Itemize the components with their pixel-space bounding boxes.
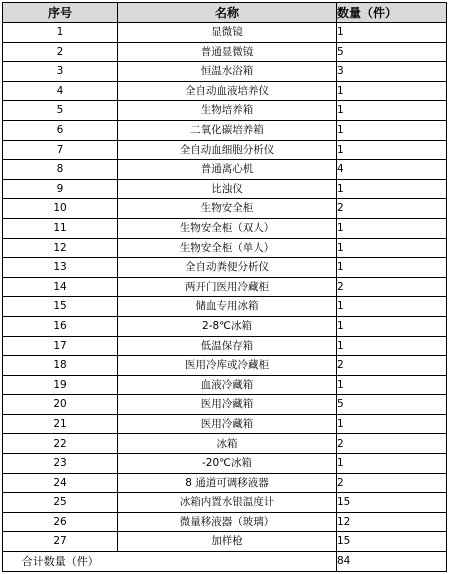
row-serial-number: 7 (3, 140, 118, 160)
table-row (3, 42, 447, 62)
row-serial-number: 17 (3, 336, 118, 356)
row-name: 生物培养箱 (118, 101, 337, 121)
row-serial-number: 26 (3, 512, 118, 532)
row-serial-number: 27 (3, 532, 118, 552)
table-row (3, 336, 447, 356)
row-serial-number: 5 (3, 101, 118, 121)
table-row (3, 493, 447, 513)
row-name: 恒温水浴箱 (118, 62, 337, 82)
row-name: 两开门医用冷藏柜 (118, 277, 337, 297)
row-quantity: 2 (337, 356, 447, 376)
row-quantity: 2 (337, 199, 447, 219)
row-serial-number: 10 (3, 199, 118, 219)
row-quantity: 1 (337, 316, 447, 336)
table-row (3, 120, 447, 140)
total-label: 合计数量（件） (3, 552, 118, 572)
table-row (3, 238, 447, 258)
row-name: 全自动血细胞分析仪 (118, 140, 337, 160)
row-quantity: 15 (337, 532, 447, 552)
row-quantity: 1 (337, 81, 447, 101)
total-label-spacer (118, 552, 337, 572)
row-serial-number: 9 (3, 179, 118, 199)
row-name: 医用冷库或冷藏柜 (118, 356, 337, 376)
row-name: -20℃冰箱 (118, 454, 337, 474)
table-row (3, 297, 447, 317)
row-quantity: 1 (337, 179, 447, 199)
table-row (3, 160, 447, 180)
table-row (3, 62, 447, 82)
row-quantity: 5 (337, 395, 447, 415)
table-header-row (3, 3, 447, 23)
table-row (3, 179, 447, 199)
row-quantity: 1 (337, 297, 447, 317)
header-name: 名称 (118, 3, 337, 23)
row-quantity: 15 (337, 493, 447, 513)
row-serial-number: 11 (3, 218, 118, 238)
row-name: 普通离心机 (118, 160, 337, 180)
row-quantity: 1 (337, 336, 447, 356)
row-serial-number: 23 (3, 454, 118, 474)
row-quantity: 1 (337, 23, 447, 43)
row-serial-number: 1 (3, 23, 118, 43)
row-name: 冰箱 (118, 434, 337, 454)
table-row (3, 277, 447, 297)
row-quantity: 1 (337, 120, 447, 140)
row-name: 二氧化碳培养箱 (118, 120, 337, 140)
table-row (3, 199, 447, 219)
table-row (3, 23, 447, 43)
header-serial-number: 序号 (3, 3, 118, 23)
row-name: 全自动粪便分析仪 (118, 258, 337, 278)
total-row (3, 552, 447, 572)
row-quantity: 1 (337, 218, 447, 238)
table-row (3, 512, 447, 532)
row-serial-number: 21 (3, 414, 118, 434)
row-quantity: 3 (337, 62, 447, 82)
row-name: 血液冷藏箱 (118, 375, 337, 395)
row-quantity: 1 (337, 375, 447, 395)
row-quantity: 12 (337, 512, 447, 532)
row-name: 生物安全柜 (118, 199, 337, 219)
row-quantity: 1 (337, 101, 447, 121)
table-row (3, 473, 447, 493)
row-serial-number: 2 (3, 42, 118, 62)
row-quantity: 2 (337, 434, 447, 454)
row-quantity: 5 (337, 42, 447, 62)
row-quantity: 1 (337, 238, 447, 258)
table-row (3, 258, 447, 278)
row-name: 2-8℃冰箱 (118, 316, 337, 336)
row-name: 比浊仪 (118, 179, 337, 199)
row-name: 冰箱内置水银温度计 (118, 493, 337, 513)
row-name: 普通显微镜 (118, 42, 337, 62)
row-quantity: 1 (337, 258, 447, 278)
table-row (3, 218, 447, 238)
table-row (3, 414, 447, 434)
row-serial-number: 24 (3, 473, 118, 493)
row-name: 储血专用冰箱 (118, 297, 337, 317)
row-name: 生物安全柜（单人） (118, 238, 337, 258)
table-row (3, 454, 447, 474)
row-serial-number: 4 (3, 81, 118, 101)
row-serial-number: 13 (3, 258, 118, 278)
header-quantity: 数量（件） (337, 3, 447, 23)
row-serial-number: 22 (3, 434, 118, 454)
table-row (3, 395, 447, 415)
row-quantity: 2 (337, 277, 447, 297)
table-row (3, 434, 447, 454)
row-name: 医用冷藏箱 (118, 395, 337, 415)
row-serial-number: 15 (3, 297, 118, 317)
row-serial-number: 18 (3, 356, 118, 376)
row-name: 显微镜 (118, 23, 337, 43)
row-serial-number: 25 (3, 493, 118, 513)
row-serial-number: 8 (3, 160, 118, 180)
row-serial-number: 16 (3, 316, 118, 336)
row-name: 生物安全柜（双人） (118, 218, 337, 238)
row-name: 医用冷藏箱 (118, 414, 337, 434)
table-row (3, 356, 447, 376)
row-serial-number: 20 (3, 395, 118, 415)
equipment-table (2, 2, 447, 572)
row-quantity: 2 (337, 473, 447, 493)
row-quantity: 1 (337, 140, 447, 160)
row-serial-number: 14 (3, 277, 118, 297)
row-serial-number: 6 (3, 120, 118, 140)
row-quantity: 1 (337, 454, 447, 474)
row-serial-number: 3 (3, 62, 118, 82)
table-row (3, 101, 447, 121)
row-serial-number: 19 (3, 375, 118, 395)
row-quantity: 1 (337, 414, 447, 434)
row-name: 全自动血液培养仪 (118, 81, 337, 101)
total-quantity: 84 (337, 552, 447, 572)
table-row (3, 140, 447, 160)
row-quantity: 4 (337, 160, 447, 180)
table-body (3, 23, 447, 552)
row-name: 微量移液器（玻璃） (118, 512, 337, 532)
table-row (3, 81, 447, 101)
table-row (3, 532, 447, 552)
row-name: 8 通道可调移液器 (118, 473, 337, 493)
row-name: 低温保存箱 (118, 336, 337, 356)
table-row (3, 375, 447, 395)
row-name: 加样枪 (118, 532, 337, 552)
row-serial-number: 12 (3, 238, 118, 258)
table-row (3, 316, 447, 336)
